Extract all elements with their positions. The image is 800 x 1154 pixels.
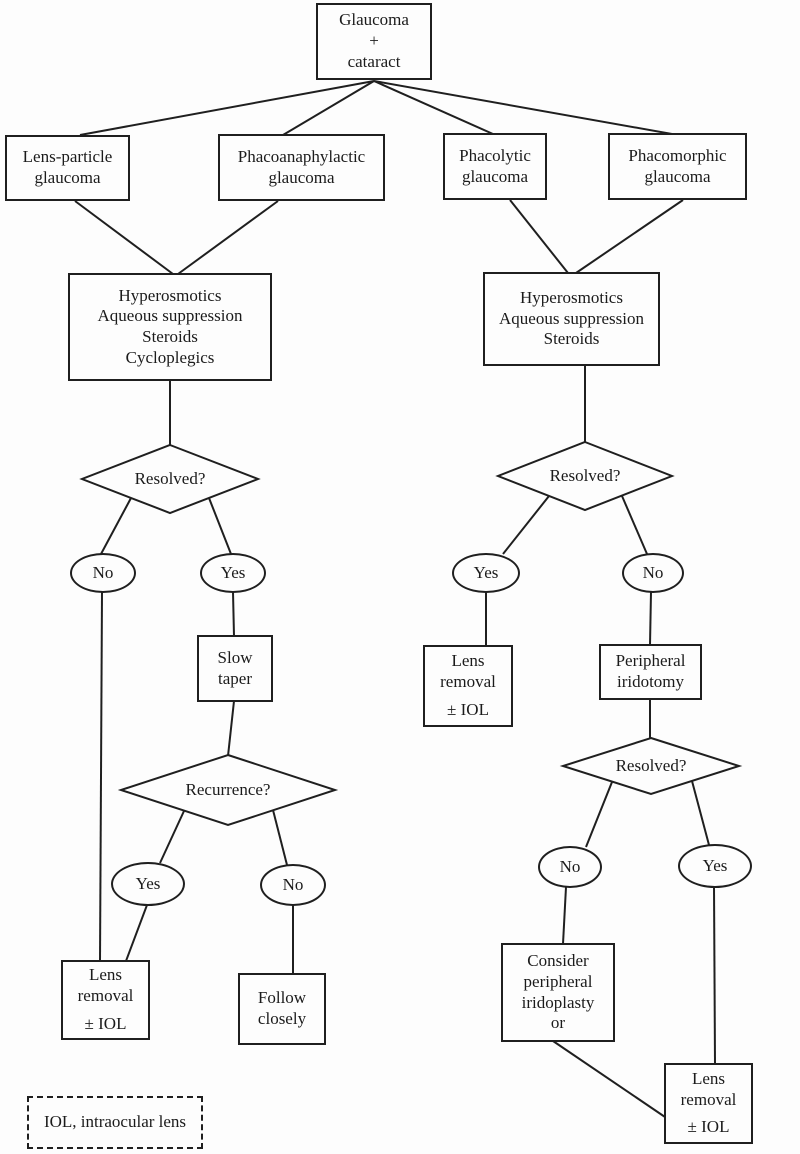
outcome-yes-resolved-right1 bbox=[452, 553, 520, 593]
decision-resolved-right1-label bbox=[498, 442, 672, 510]
outcome-text: Yes bbox=[473, 562, 499, 582]
node-text: Phacomorphic bbox=[628, 145, 727, 165]
edge-root-phacomorphic bbox=[374, 81, 672, 134]
outcome-no-resolved-right1 bbox=[622, 553, 684, 593]
node-text: taper bbox=[218, 668, 252, 688]
node-text: Aqueous suppression bbox=[499, 308, 644, 328]
node-text: Lens bbox=[88, 965, 123, 985]
decision-resolved-right2-label bbox=[563, 739, 739, 793]
outcome-text: Yes bbox=[702, 855, 728, 875]
outcome-text: Yes bbox=[220, 562, 246, 582]
node-text: glaucoma bbox=[644, 166, 711, 186]
node-text: + bbox=[369, 31, 379, 51]
node-text: Glaucoma bbox=[339, 10, 409, 30]
edge-lens-particle-treatment-left bbox=[75, 201, 173, 274]
node-text: Lens-particle bbox=[22, 147, 113, 167]
edge-recurrence-yes-lens-removal-left bbox=[126, 905, 147, 961]
decision-text: Recurrence? bbox=[185, 779, 271, 799]
node-text: Slow bbox=[217, 647, 253, 667]
node-text: removal bbox=[680, 1089, 737, 1109]
edge-yes-slow-taper bbox=[233, 592, 234, 636]
decision-recurrence-label bbox=[121, 755, 335, 825]
node-text: removal bbox=[440, 672, 496, 692]
node-text: closely bbox=[257, 1009, 307, 1028]
node-lens-removal-left bbox=[61, 960, 150, 1040]
node-text: Lens bbox=[451, 651, 485, 671]
edge-root-phacolytic bbox=[374, 81, 493, 134]
node-lens-removal-right2 bbox=[664, 1063, 753, 1144]
node-lens-particle-glaucoma bbox=[5, 135, 130, 201]
node-glaucoma-cataract bbox=[316, 3, 432, 80]
node-treatment-left bbox=[68, 273, 272, 381]
edge-no-peripheral-iridotomy bbox=[650, 592, 651, 645]
node-text: peripheral bbox=[523, 971, 593, 991]
node-text: Lens bbox=[691, 1068, 726, 1088]
edge-phacolytic-treatment-right bbox=[510, 200, 568, 273]
node-lens-removal-right1 bbox=[423, 645, 513, 727]
node-text: removal bbox=[77, 986, 134, 1006]
edge-no-lens-removal-left bbox=[100, 592, 102, 961]
node-text: Steroids bbox=[543, 329, 600, 349]
node-text: Peripheral bbox=[615, 651, 686, 671]
edge-phacomorphic-treatment-right bbox=[576, 200, 683, 273]
edge-no2-consider bbox=[563, 887, 566, 944]
node-follow-closely bbox=[238, 973, 326, 1045]
node-text: iridoplasty bbox=[521, 992, 595, 1012]
outcome-text: No bbox=[282, 874, 304, 894]
outcome-text: No bbox=[559, 856, 581, 876]
outcome-text: No bbox=[92, 562, 114, 582]
node-text: or bbox=[550, 1013, 566, 1033]
outcome-text: No bbox=[642, 562, 664, 582]
node-text: cataract bbox=[347, 51, 401, 71]
decision-text: Resolved? bbox=[134, 468, 206, 488]
node-text: Phacoanaphylactic bbox=[237, 146, 366, 166]
node-consider-peripheral-iridoplasty bbox=[501, 943, 615, 1042]
node-text: ± IOL bbox=[447, 699, 489, 719]
node-text: Follow bbox=[257, 988, 307, 1008]
outcome-yes-recurrence bbox=[111, 862, 185, 906]
outcome-no-recurrence bbox=[260, 864, 326, 906]
decision-text: Resolved? bbox=[615, 755, 687, 775]
node-text: iridotomy bbox=[616, 672, 685, 691]
node-text: Steroids bbox=[142, 327, 198, 346]
node-phacolytic-glaucoma bbox=[443, 133, 547, 200]
node-slow-taper bbox=[197, 635, 273, 702]
decision-text: Resolved? bbox=[549, 465, 621, 485]
edge-slow-taper-recurrence bbox=[228, 701, 234, 756]
node-text: Hyperosmotics bbox=[118, 285, 222, 305]
node-text: ± IOL bbox=[687, 1117, 730, 1137]
outcome-no-resolved-right2 bbox=[538, 846, 602, 888]
node-treatment-right bbox=[483, 272, 660, 366]
node-phacomorphic-glaucoma bbox=[608, 133, 747, 200]
node-text: ± IOL bbox=[84, 1013, 127, 1033]
legend-text: IOL, intraocular lens bbox=[43, 1112, 187, 1132]
edge-yes2-lens-removal-right2 bbox=[714, 886, 715, 1064]
node-text: Phacolytic bbox=[459, 145, 531, 165]
node-text: Hyperosmotics bbox=[520, 287, 623, 307]
legend-iol-abbreviation bbox=[27, 1096, 203, 1149]
node-text: Consider bbox=[527, 951, 589, 971]
outcome-no-resolved-left bbox=[70, 553, 136, 593]
node-peripheral-iridotomy bbox=[599, 644, 702, 700]
node-phacoanaphylactic-glaucoma bbox=[218, 134, 385, 201]
node-text: glaucoma bbox=[268, 167, 335, 187]
outcome-yes-resolved-left bbox=[200, 553, 266, 593]
node-text: Cycloplegics bbox=[125, 347, 215, 367]
node-text: glaucoma bbox=[461, 166, 529, 186]
node-text: glaucoma bbox=[34, 168, 101, 187]
decision-resolved-left-label bbox=[82, 445, 258, 513]
edge-consider-lens-removal-right2 bbox=[553, 1041, 665, 1117]
edge-phacoanaphylactic-treatment-left bbox=[178, 201, 278, 274]
outcome-text: Yes bbox=[135, 873, 161, 893]
outcome-yes-resolved-right2 bbox=[678, 844, 752, 888]
node-text: Aqueous suppression bbox=[97, 306, 243, 326]
